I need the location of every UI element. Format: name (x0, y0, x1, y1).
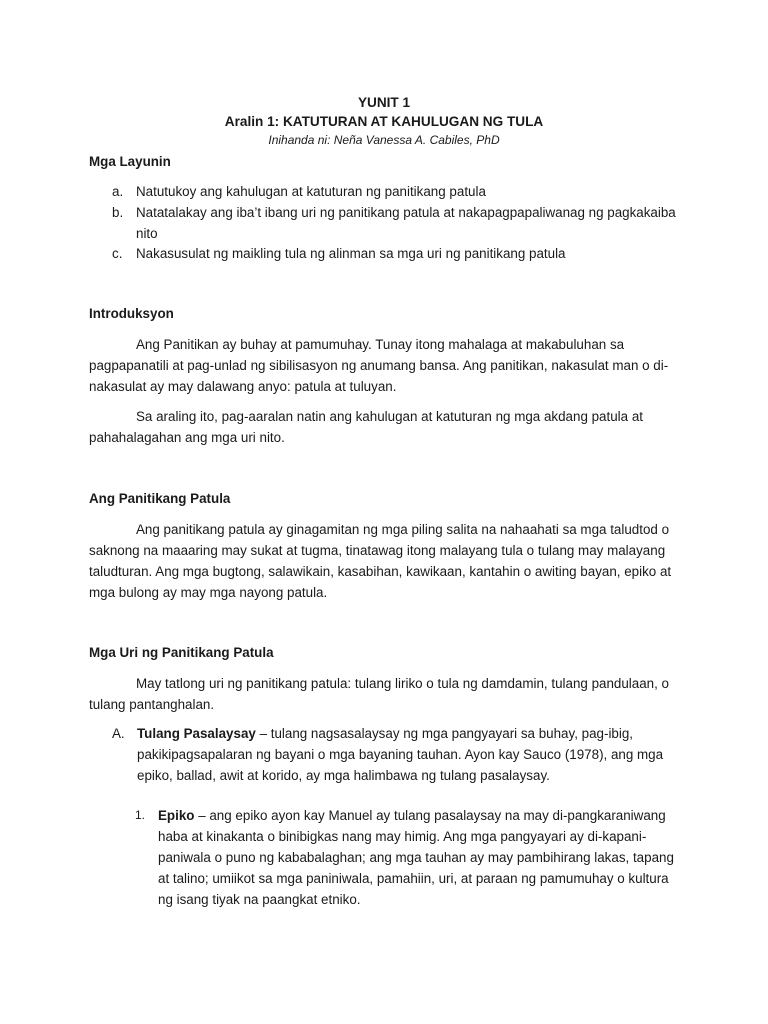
objectives-heading: Mga Layunin (89, 154, 171, 169)
author-line: Inihanda ni: Neña Vanessa A. Cabiles, PhD (268, 133, 500, 147)
patula-paragraph: Ang panitikang patula ay ginagamitan ng mga piling salita na nahaahati sa mga taludtod o saknong na maaaring may sukat at tugma, tinatawag itong malayang tula o tulang may malayang taludturan. Ang mga bugtong, salawikain, kasabihan, kawikaan, kantahin o awiting bayan, epiko at mga bulong ay may mga nayong patula. (89, 522, 672, 600)
list-marker: 1. (135, 808, 146, 822)
objective-text: Natutukoy ang kahulugan at katuturan ng panitikang patula (136, 184, 486, 199)
patula-heading: Ang Panitikang Patula (89, 491, 231, 506)
unit-title: YUNIT 1 (357, 95, 411, 110)
uri-paragraph: May tatlong uri ng panitikang patula: tulang liriko o tula ng damdamin, tulang pandulaan, o tulang pantanghalan. (89, 676, 670, 712)
definition: – tulang nagsasalaysay ng mga pangyayari sa buhay, pag-ibig, pakikipagsapalaran ng bayani o mga bayaning tauhan. Ayon kay Sauco (1978), ang mga epiko, ballad, awit at korido, ay mga halimbawa ng tulang pasalaysay. (137, 726, 664, 783)
list-text (137, 723, 685, 786)
definition: – ang epiko ayon kay Manuel ay tulang pasalaysay na may di-pangkaraniwang haba at kinakanta o binibigkas nang may himig. Ang mga pangyayari ay di-kapani-paniwala o puno ng kababalaghan; ang mga tauhan ay may pambihirang lakas, tapang at talino; umiikot sa mga paniniwala, pamahiin, uri, at paraan ng pamumuhay o kultura ng isang tiyak na paangkat etniko. (158, 808, 674, 907)
intro-paragraph-1: Ang Panitikan ay buhay at pamumuhay. Tunay itong mahalaga at makabuluhan sa pagpapanatili at pag-unlad ng sibilisasyon ng anumang bansa. Ang panitikan, nakasulat man o di-nakasulat ay may dalawang anyo: patula at tuluyan. (89, 337, 669, 394)
intro-paragraph-2: Sa araling ito, pag-aaralan natin ang kahulugan at katuturan ng mga akdang patula at pahahalagahan ang mga uri nito. (89, 409, 643, 445)
term: Epiko (158, 808, 195, 823)
objective-marker: c. (112, 246, 123, 261)
objective-marker: a. (112, 184, 124, 199)
document-header (0, 93, 768, 149)
term: Tulang Pasalaysay (137, 726, 256, 741)
uri-heading: Mga Uri ng Panitikang Patula (89, 645, 274, 660)
lesson-title: Aralin 1: KATUTURAN AT KAHULUGAN NG TULA (224, 114, 544, 129)
intro-heading: Introduksyon (89, 306, 174, 321)
objective-text: Natatalakay ang iba’t ibang uri ng panitikang patula at nakapagpapaliwanag ng pagkakaiba nito (136, 205, 676, 241)
objective-text: Nakasusulat ng maikling tula ng alinman sa mga uri ng panitikang patula (136, 246, 566, 261)
list-marker: A. (112, 726, 125, 741)
objective-marker: b. (112, 205, 124, 220)
list-text (158, 805, 685, 910)
